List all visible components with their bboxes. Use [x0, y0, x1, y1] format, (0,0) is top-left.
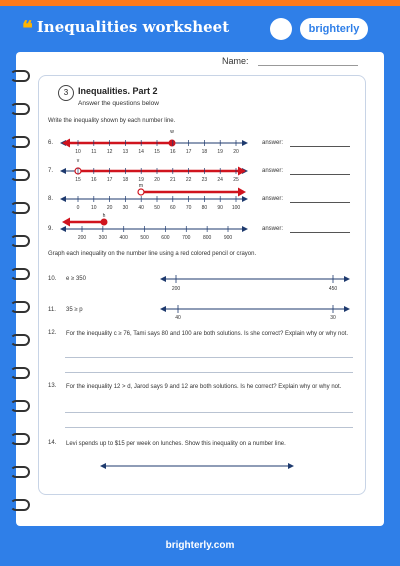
answer-writing-line[interactable] [65, 372, 353, 373]
worksheet-title: ❝ Inequalities worksheet [22, 16, 230, 40]
section-number: 3 [58, 85, 74, 101]
tick-label: 60 [170, 205, 176, 211]
number-line-7 [60, 158, 248, 176]
question-text: For the inequality c ≥ 76, Tami says 80 and 100 are both solutions. Is she correct? Explain why or why not. [66, 331, 348, 337]
number-line-8 [60, 183, 248, 202]
tick-label: 300 [98, 235, 108, 241]
graph-line-10 [160, 275, 350, 292]
tick-label: 200 [171, 286, 181, 292]
tick-label: 600 [161, 235, 170, 241]
tick-label: 700 [182, 235, 191, 241]
answer-label: answer: [262, 168, 284, 174]
tick-label: 21 [170, 177, 176, 183]
graph-line-11 [160, 305, 350, 321]
tick-label: 90 [217, 205, 223, 211]
row-number: 7. [48, 168, 54, 174]
question-text: For the inequality 12 > d, Jarod says 9 and 12 are both solutions. Is he correct? Explain why or why not. [66, 384, 342, 390]
tick-label: 17 [185, 149, 192, 155]
tick-label: 10 [75, 149, 81, 155]
variable-label: v [76, 158, 80, 164]
tick-label: 100 [231, 205, 241, 211]
instruction-graph: Graph each inequality on the number line using a red colored pencil or crayon. [48, 251, 257, 257]
tick-label: 20 [106, 205, 113, 211]
answer-writing-line[interactable] [65, 412, 353, 413]
row-number: 13. [48, 383, 57, 389]
answer-writing-line[interactable] [65, 357, 353, 358]
tick-label: 20 [233, 149, 239, 155]
tick-label: 30 [122, 205, 129, 211]
tick-label: 40 [138, 205, 144, 211]
tick-label: 16 [91, 177, 97, 183]
question-text: Levi spends up to $15 per week on lunches. Show this inequality on a number line. [66, 441, 286, 447]
instruction-write: Write the inequality shown by each number line. [48, 118, 176, 124]
tick-label: 19 [138, 177, 144, 183]
section-title: Inequalities. Part 2 [78, 86, 158, 96]
inequality-text: 35 ≥ p [66, 307, 83, 313]
brighterly-logo: brighterly [300, 18, 368, 40]
answer-label: answer: [262, 226, 284, 232]
number-line-6 [60, 129, 248, 148]
tick-label: 12 [106, 149, 113, 155]
inequality-text: e ≥ 350 [66, 276, 86, 282]
tick-label: 14 [138, 149, 144, 155]
tick-label: 15 [75, 177, 81, 183]
tick-label: 20 [154, 177, 160, 183]
tick-label: 11 [91, 149, 97, 155]
tick-label: 19 [217, 149, 223, 155]
section-subtitle: Answer the questions below [78, 100, 159, 107]
variable-label: w [170, 129, 174, 135]
tick-marks [75, 140, 240, 241]
tick-label: 30 [330, 315, 336, 321]
tick-label: 900 [223, 235, 233, 241]
row-number: 12. [48, 330, 57, 336]
row-number: 11. [48, 307, 56, 313]
tick-label: 15 [154, 149, 160, 155]
tick-label: 500 [140, 235, 149, 241]
tick-label: 23 [201, 177, 208, 183]
row-number: 10. [48, 276, 57, 282]
row-number: 9. [48, 226, 54, 232]
graph-line-14 [100, 463, 294, 469]
tick-label: 0 [76, 205, 80, 211]
tick-label: 17 [106, 177, 113, 183]
row-number: 14. [48, 440, 57, 446]
row-number: 8. [48, 196, 54, 202]
tick-label: 800 [202, 235, 212, 241]
tick-label: 400 [119, 235, 128, 241]
variable-label: m [138, 183, 144, 189]
row-number: 6. [48, 140, 54, 146]
tick-label: 50 [154, 205, 160, 211]
answer-label: answer: [262, 196, 284, 202]
tick-label: 450 [328, 286, 338, 292]
tick-label: 10 [91, 205, 97, 211]
footer-site-link[interactable]: brighterly.com [165, 540, 235, 551]
name-label: Name: [222, 56, 249, 66]
tick-label: 22 [185, 177, 192, 183]
number-line-9 [60, 213, 248, 232]
tick-label: 70 [185, 205, 192, 211]
tick-label: 80 [201, 205, 208, 211]
variable-label: h [102, 213, 106, 219]
tick-label: 18 [122, 177, 129, 183]
tick-label: 200 [77, 235, 87, 241]
tick-label: 13 [122, 149, 129, 155]
tick-label: 40 [175, 315, 181, 321]
tick-label: 18 [201, 149, 208, 155]
answer-label: answer: [262, 140, 284, 146]
tick-label: 25 [233, 177, 239, 183]
tick-label: 24 [217, 177, 223, 183]
tick-label: 16 [170, 149, 176, 155]
quote-icon: ❝ [22, 16, 33, 40]
answer-writing-line[interactable] [65, 427, 353, 428]
